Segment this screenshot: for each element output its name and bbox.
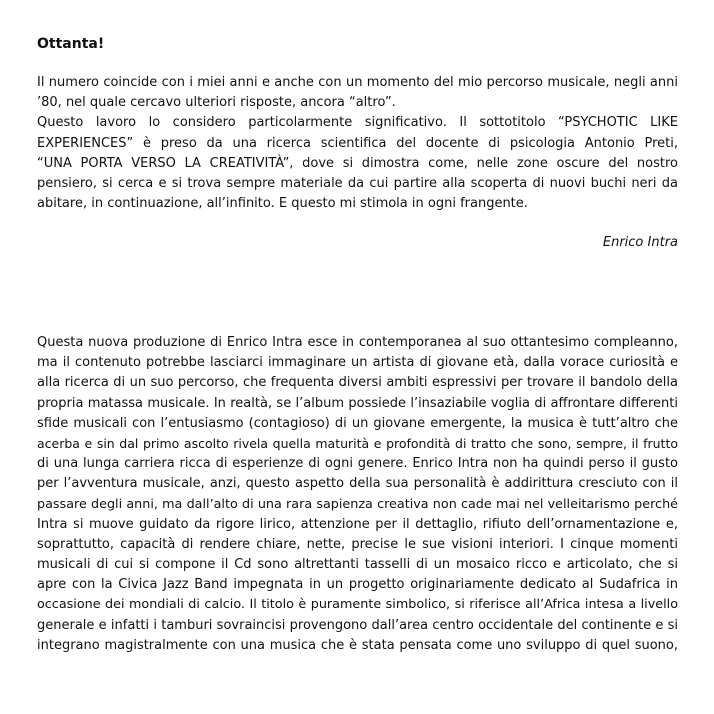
body-paragraph bbox=[37, 333, 678, 656]
body-line: propria matassa musicale. In realtà, se l’album possiede l’insaziabile voglia di affrontare differenti bbox=[37, 395, 678, 411]
body-line: alla ricerca di un suo percorso, che frequenta diversi ambiti espressivi per trovare il bandolo della bbox=[37, 375, 678, 391]
intro-paragraph bbox=[37, 73, 678, 214]
body-line: di una lunga carriera ricca di esperienze di ogni genere. Enrico Intra non ha quindi perso il gusto bbox=[37, 456, 678, 472]
body-line: Intra si muove guidato da rigore lirico, attenzione per il dettaglio, rifiuto dell’ornamentazione e, bbox=[37, 516, 678, 532]
intro-line: ’80, nel quale cercavo ulteriori risposte, ancora “altro”. bbox=[37, 95, 396, 111]
body-line: sfide musicali con l’entusiasmo (contagioso) di un giovane emergente, la musica è tutt’altro che bbox=[37, 415, 678, 431]
body-line: soprattutto, capacità di rendere chiare, nette, precise le sue visioni interiori. I cinque momenti bbox=[37, 536, 678, 552]
intro-line: Questo lavoro lo considero particolarmente significativo. Il sottotitolo “PSYCHOTIC LIKE bbox=[37, 115, 678, 131]
body-line: acerba e sin dal primo ascolto rivela quella maturità e profondità di tratto che sono, sempre, il frutto bbox=[37, 435, 678, 451]
body-line: per l’avventura musicale, anzi, questo aspetto della sua personalità è addirittura cresciuto con il bbox=[37, 476, 678, 492]
intro-line: “UNA PORTA VERSO LA CREATIVITÀ”, dove si dimostra come, nelle zone oscure del nostro bbox=[37, 155, 678, 171]
body-line: ma il contenuto potrebbe lasciarci immaginare un artista di giovane età, dalla vorace curiosità e bbox=[37, 355, 678, 371]
body-line: musicali di cui si compone il Cd sono altrettanti tasselli di un mosaico ricco e articolato, che si bbox=[37, 557, 678, 573]
body-line: generale e infatti i tamburi sovraincisi provengono dall’area centro occidentale del continente e si bbox=[37, 617, 678, 633]
body-line: Questa nuova produzione di Enrico Intra esce in contemporanea al suo ottantesimo compleanno, bbox=[37, 335, 678, 350]
author-signature: Enrico Intra bbox=[602, 235, 678, 250]
intro-line: Il numero coincide con i miei anni e anche con un momento del mio percorso musicale, negli anni bbox=[37, 75, 678, 90]
intro-line: pensiero, si cerca e si trova sempre materiale da cui partire alla scoperta di nuovi buchi neri da bbox=[37, 175, 678, 191]
document-title: Ottanta! bbox=[37, 36, 105, 52]
body-line: passare degli anni, ma dall’alto di una rara sapienza creativa non cade mai nel velleitarismo perché bbox=[37, 496, 678, 512]
body-line: occasione dei mondiali di calcio. Il titolo è puramente simbolico, si riferisce all’Africa intesa a livello bbox=[37, 597, 678, 613]
body-line: integrano magistralmente con una musica che è stata pensata come uno sviluppo di quel suono, bbox=[37, 637, 678, 653]
body-line: apre con la Civica Jazz Band impegnata in un progetto originariamente dedicato al Sudafrica in bbox=[37, 577, 678, 593]
intro-line: abitare, in continuazione, all’infinito. E questo mi stimola in ogni frangente. bbox=[37, 196, 528, 212]
intro-line: EXPERIENCES” è preso da una ricerca scientifica del docente di psicologia Antonio Preti, bbox=[37, 135, 678, 151]
